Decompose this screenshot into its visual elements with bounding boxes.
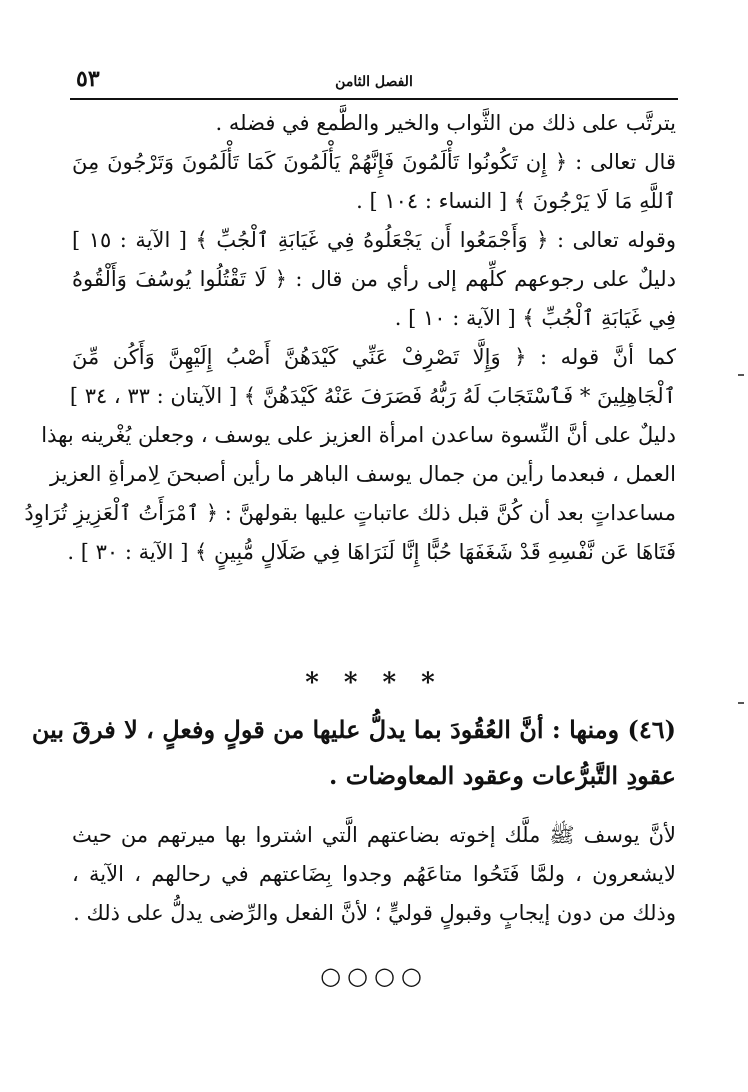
end-ornament: ○○○○ xyxy=(320,962,428,990)
text-line: لأنَّ يوسف ﷺ ملَّك إخوته بضاعتهم الَّتي اشتروا بها ميرتهم من حيث xyxy=(72,823,676,847)
text-line: دليلٌ على رجوعهم كلِّهم إلى رأي من قال : ﴿ لَا تَقْتُلُوا يُوسُفَ وَأَلْقُوهُ xyxy=(72,267,676,291)
section-separator: * * * * xyxy=(305,668,443,698)
text-line: قال تعالى : ﴿ إِن تَكُونُوا تَأْلَمُونَ فَإِنَّهُمْ يَأْلَمُونَ كَمَا تَأْلَمُونَ وَتَرْجُونَ مِنَ xyxy=(72,150,676,174)
paragraph-1 xyxy=(24,108,677,576)
text-line: كما أنَّ قوله : ﴿ وَإِلَّا تَصْرِفْ عَنِّي كَيْدَهُنَّ أَصْبُ إِلَيْهِنَّ وَأَكُن مِّنَ xyxy=(72,345,676,369)
edge-mark xyxy=(738,702,744,704)
edge-mark xyxy=(738,374,744,376)
text-line: العمل ، فبعدما رأين من جمال يوسف الباهر ما رأين أصبحنَ لِامرأةِ العزيز xyxy=(50,462,676,486)
text-line: ٱللَّهِ مَا لَا يَرْجُونَ ﴾ [ النساء : ١٠٤ ] . xyxy=(356,189,676,213)
rule-heading xyxy=(31,710,676,802)
heading-line: (٤٦) ومنها : أنَّ العُقُودَ بما يدلُّ عليها من قولٍ وفعلٍ ، لا فرقَ بين xyxy=(31,715,676,744)
text-line: وقوله تعالى : ﴿ وَأَجْمَعُوا أَن يَجْعَلُوهُ فِي غَيَابَةِ ٱلْجُبِّ ﴾ [ الآية : ١٥ ] xyxy=(72,228,677,252)
heading-line: عقودِ التَّبرُّعات وعقود المعاوضات . xyxy=(328,761,676,790)
text-line: يترتَّب على ذلك من الثَّواب والخير والطَّمع في فضله . xyxy=(215,111,676,135)
header-divider xyxy=(70,98,678,100)
text-line: وذلك من دون إيجابٍ وقبولٍ قوليٍّ ؛ لأنَّ الفعل والرِّضى يدلُّ على ذلك . xyxy=(73,901,676,925)
text-line: مساعداتٍ بعد أن كُنَّ قبل ذلك عاتباتٍ عليها بقولهنَّ : ﴿ ٱمْرَأَتُ ٱلْعَزِيزِ تُرَاوِدُ xyxy=(24,501,676,525)
text-line: دليلٌ على أنَّ النِّسوة ساعدن امرأة العزيز على يوسف ، وجعلن يُغْرينه بهذا xyxy=(41,423,676,447)
chapter-title: الفصل الثامن xyxy=(335,74,413,90)
page-header xyxy=(70,66,678,98)
page-number: ٥٣ xyxy=(76,66,100,92)
paragraph-2 xyxy=(72,820,676,937)
text-line: ٱلْجَاهِلِينَ * فَٱسْتَجَابَ لَهُ رَبُّهُ فَصَرَفَ عَنْهُ كَيْدَهُنَّ ﴾ [ الآيتان : ٣٣ ، ٣٤ ] xyxy=(69,384,676,408)
text-line: فِي غَيَابَةِ ٱلْجُبِّ ﴾ [ الآية : ١٠ ] . xyxy=(394,306,676,330)
text-line: لايشعرون ، ولمَّا فَتَحُوا متاعَهُم وجدوا بِضَاعتهم في رحالهم ، الآية ، xyxy=(72,862,676,886)
text-line: فَتَاهَا عَن نَّفْسِهِ قَدْ شَغَفَهَا حُبًّا إِنَّا لَنَرَاهَا فِي ضَلَالٍ مُّبِينٍ ﴾ [ الآية : ٣٠ ] . xyxy=(67,540,676,564)
